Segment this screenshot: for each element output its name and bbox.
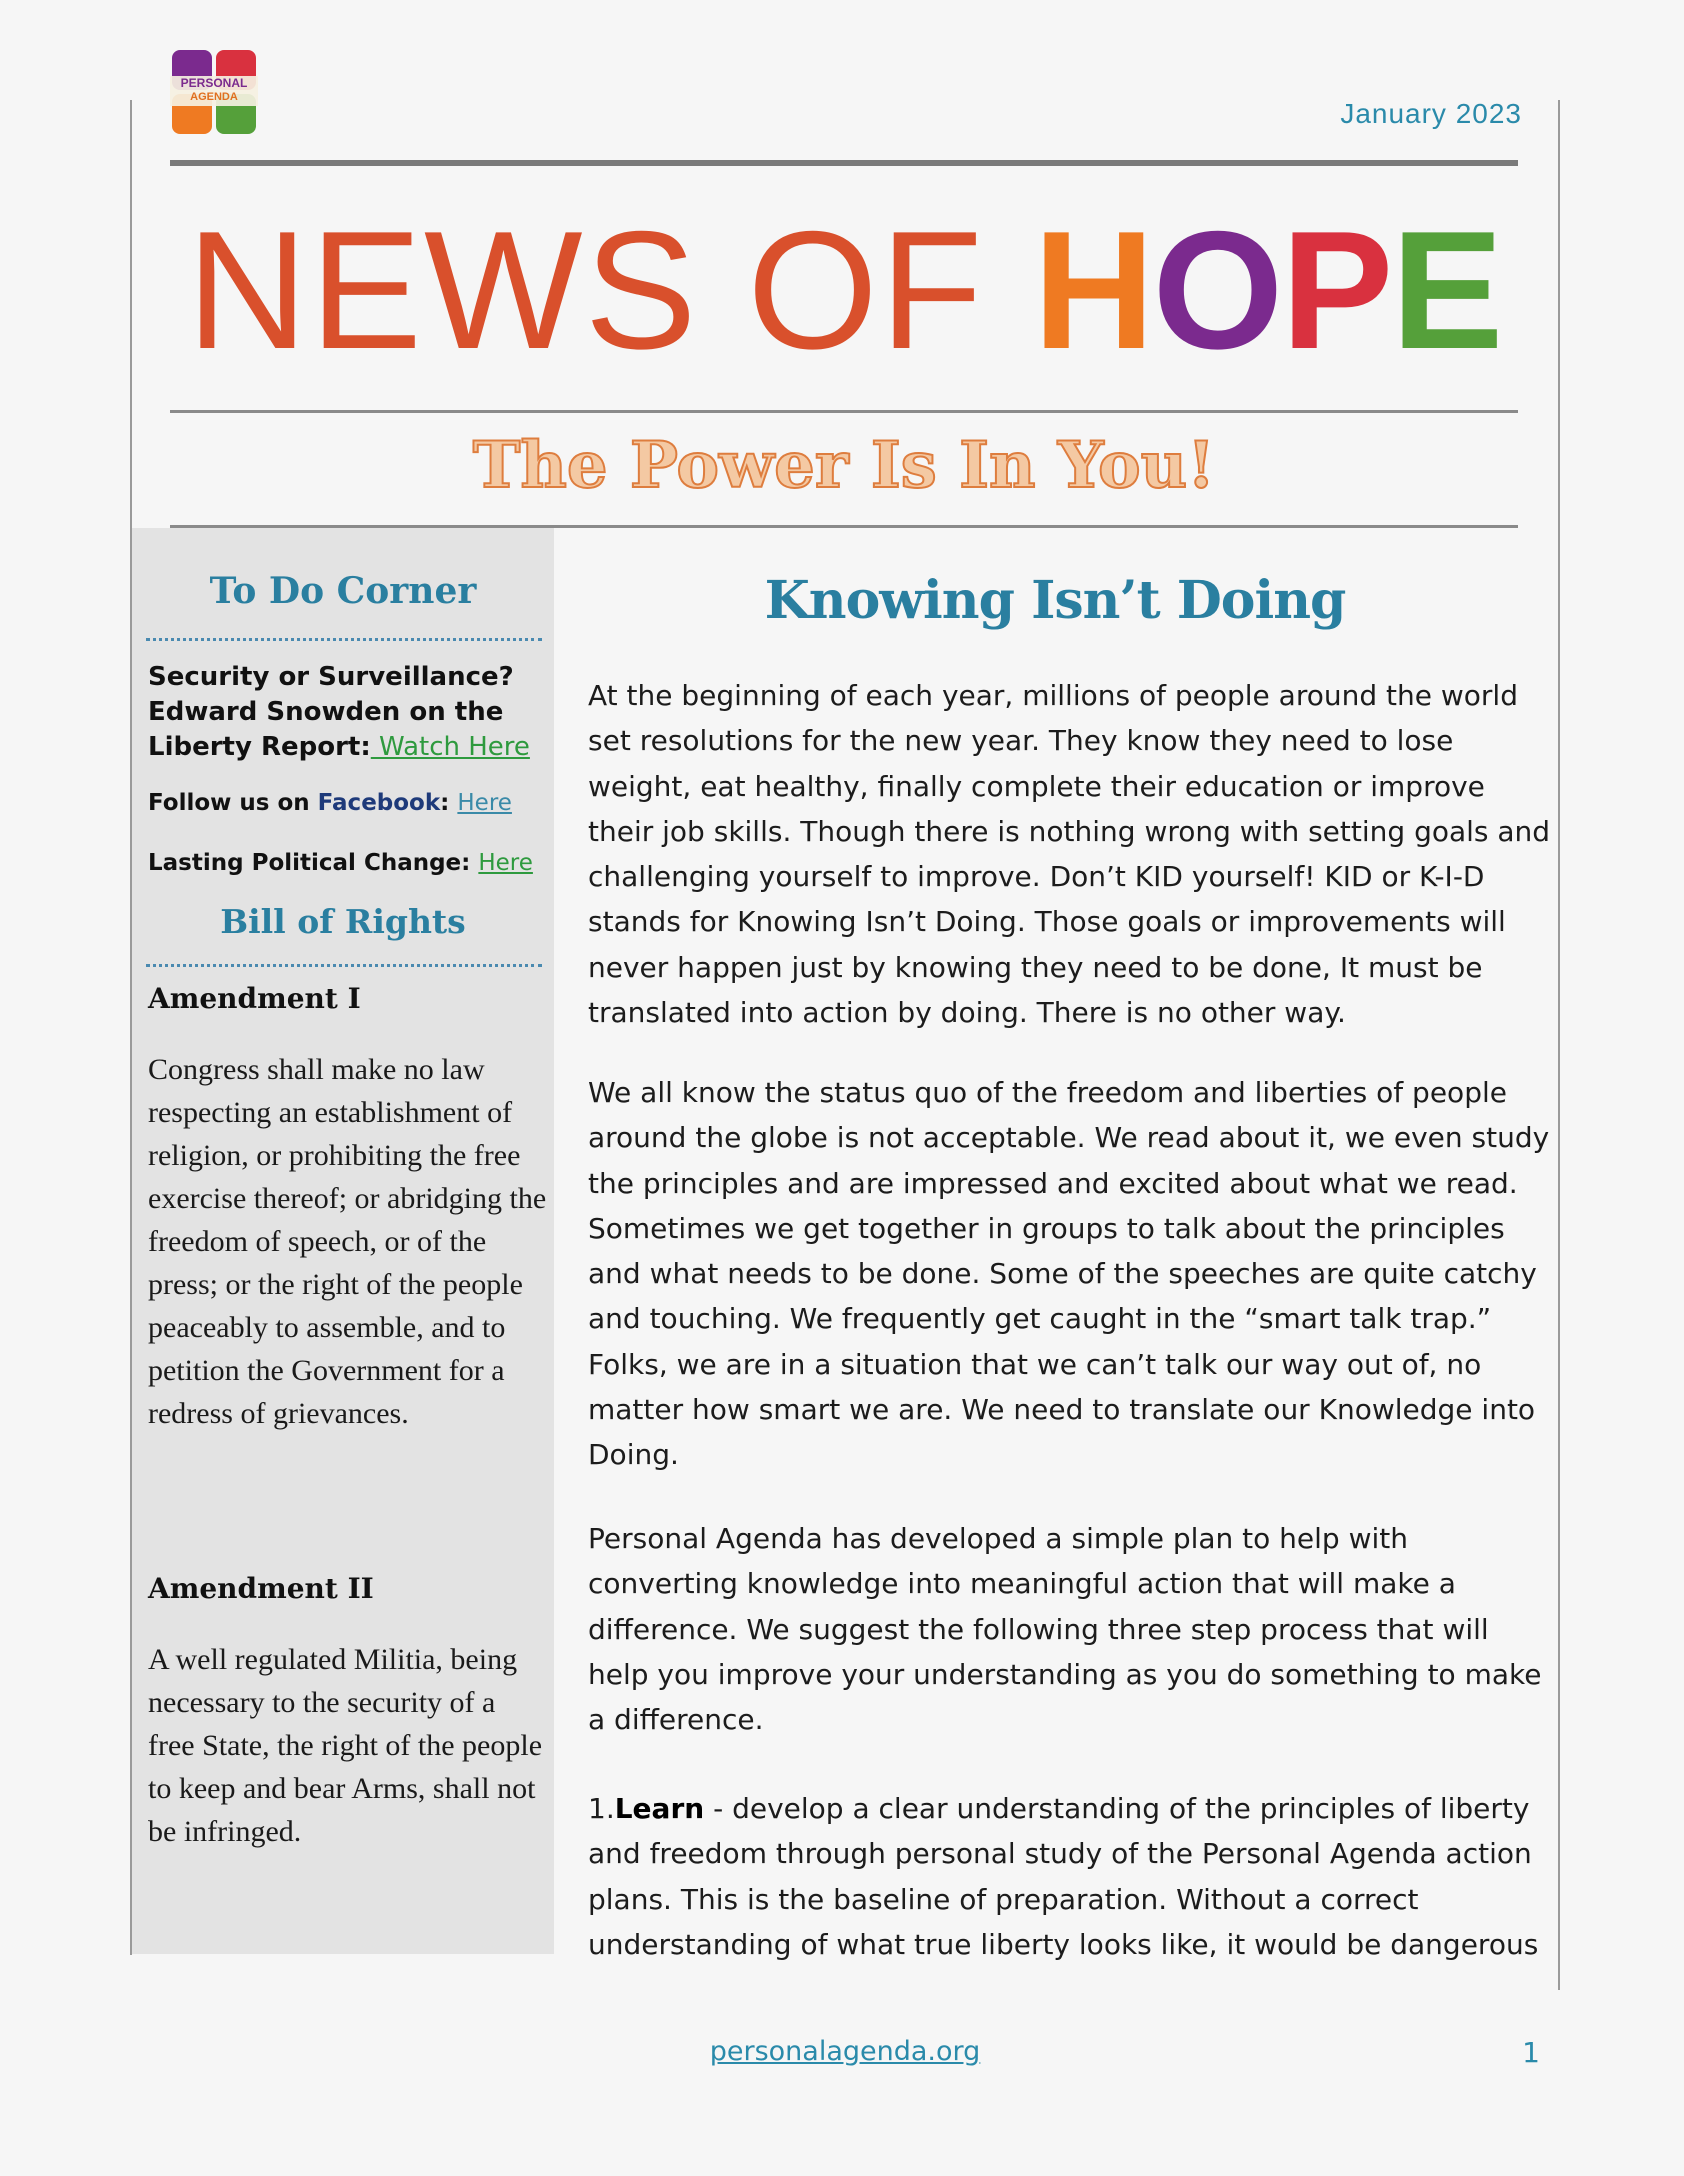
facebook-here-link[interactable]: Here — [457, 790, 512, 816]
right-frame-line — [1558, 100, 1560, 1990]
amendment-2-text: A well regulated Militia, being necessary to the security of a free State, the right of the people to keep and bear Arms, shall not be infringed. — [148, 1643, 543, 1848]
article-paragraph-2: We all know the status quo of the freedom and liberties of people around the globe is not acceptable. We read about it, we even study the principles and are impressed and excited about what we read. Sometimes we get together in groups to talk about the principles and what needs to be done. Some of the speeches are quite catchy and touching. We frequently get caught in the “smart talk trap.” Folks, we are in a situation that we can’t talk our way out of, no matter how smart we are. We need to translate our Knowledge into Doing. — [588, 1076, 1550, 1472]
todo-item-snowden: Security or Surveillance? Edward Snowden on the Liberty Report: Watch Here — [148, 662, 530, 762]
personal-agenda-logo: PERSONAL AGENDA — [172, 50, 256, 134]
amendment-1-title: Amendment I — [148, 982, 361, 1015]
todo-item-facebook: Follow us on Facebook: Here — [148, 790, 512, 816]
facebook-label: Facebook — [317, 790, 441, 816]
masthead-title — [170, 195, 1518, 385]
amendment-2-title: Amendment II — [148, 1572, 374, 1605]
header-divider — [170, 160, 1518, 166]
todo-divider — [146, 638, 542, 641]
page-number: 1 — [1522, 2036, 1540, 2069]
watch-here-link[interactable]: Watch Here — [370, 732, 530, 762]
political-change-here-link[interactable]: Here — [478, 850, 533, 876]
amendment-1-text: Congress shall make no law respecting an establishment of religion, or prohibiting the free exercise thereof; or abridging the freedom of speech, or of the press; or the right of the people peaceably to assemble, and to petition the Government for a redress of grievances. — [148, 1053, 547, 1430]
sidebar — [132, 528, 554, 1954]
todo-corner-heading: To Do Corner — [209, 570, 477, 612]
article-step-learn: 1.Learn - develop a clear understanding of the principles of liberty and freedom through personal study of the Personal Agenda action plans. This is the baseline of preparation. Without a correct understanding of what true liberty looks like, it would be dangerous — [588, 1792, 1539, 1961]
article-paragraph-3: Personal Agenda has developed a simple plan to help with converting knowledge into meaningful action that will make a difference. We suggest the following three step process that will help you improve your understanding as you do something to make a difference. — [588, 1522, 1542, 1737]
issue-date: January 2023 — [1340, 98, 1522, 129]
todo-item-political-change: Lasting Political Change: Here — [148, 850, 533, 876]
bill-of-rights-divider — [146, 964, 542, 967]
bill-of-rights-heading: Bill of Rights — [220, 902, 466, 941]
article-paragraph-1: At the beginning of each year, millions of people around the world set resolutions for the new year. They know they need to lose weight, eat healthy, finally complete their education or improve their job skills. Though there is nothing wrong with setting goals and challenging yourself to improve. Don’t KID yourself! KID or K-I-D stands for Knowing Isn’t Doing. Those goals or improvements will never happen just by knowing they need to be done, It must be translated into action by doing. There is no other way. — [588, 679, 1551, 1030]
masthead-divider — [170, 410, 1518, 413]
footer-website-link[interactable]: personalagenda.org — [709, 2036, 981, 2067]
masthead-news-of: NEWS OF — [186, 196, 1034, 384]
tagline: The Power Is In You! — [472, 428, 1216, 503]
step-learn-label: Learn — [614, 1792, 705, 1825]
article-title: Knowing Isn’t Doing — [764, 570, 1346, 631]
masthead-hope: HOPE — [1033, 196, 1502, 384]
